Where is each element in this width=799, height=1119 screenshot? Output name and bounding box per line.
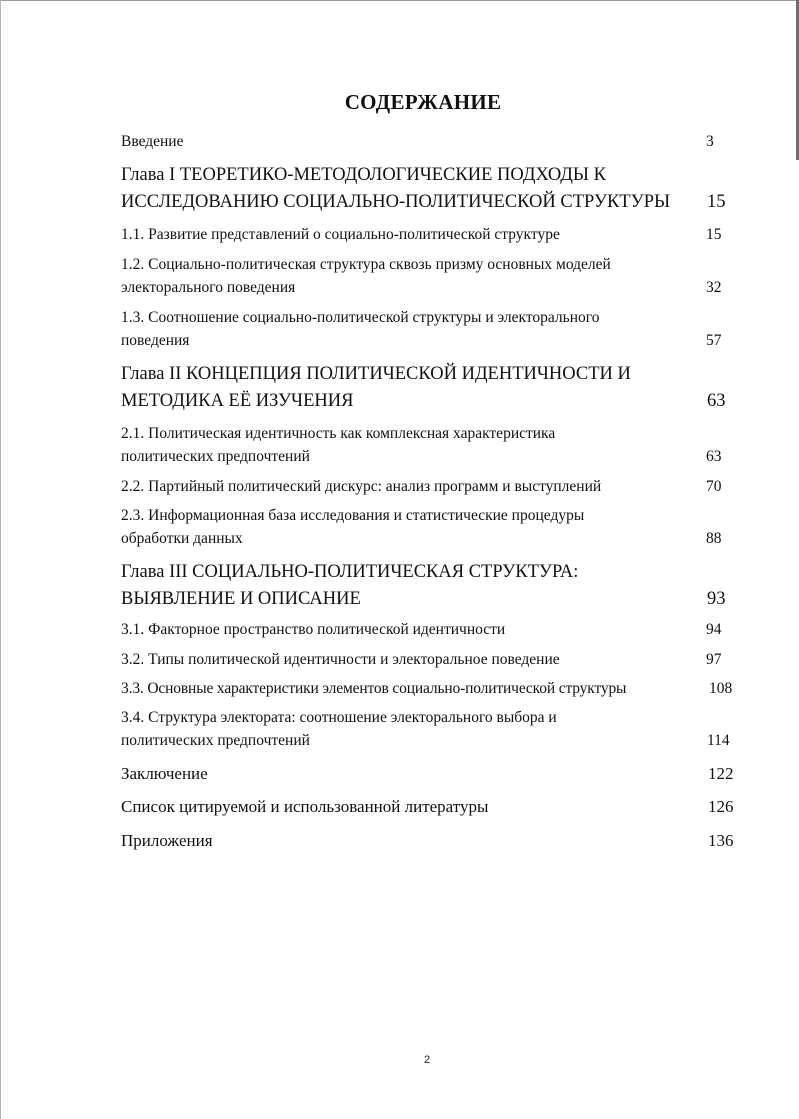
toc-entry-text: 1.3. Соотношение социально-политической структуры и электорального bbox=[121, 309, 600, 326]
toc-entry-text: 3.1. Факторное пространство политической идентичности bbox=[121, 621, 506, 638]
toc-line bbox=[121, 306, 741, 329]
toc-entry-page: 63 bbox=[706, 448, 722, 465]
toc-entry-text: поведения bbox=[121, 332, 190, 349]
toc-entry-text: 3.2. Типы политической идентичности и электоральное поведение bbox=[121, 651, 560, 668]
toc-entry-page: 108 bbox=[709, 680, 733, 697]
toc-line bbox=[121, 729, 741, 752]
toc-entry-introduction bbox=[121, 130, 741, 153]
toc-entry-text: Приложения bbox=[121, 831, 213, 850]
toc-entry-page: 32 bbox=[706, 279, 722, 296]
scan-edge-left bbox=[0, 0, 1, 1119]
toc-line bbox=[121, 762, 741, 786]
toc-entry-section-2-1 bbox=[121, 422, 741, 468]
toc-entry-section-1-3 bbox=[121, 306, 741, 352]
scan-edge-top bbox=[0, 0, 799, 1]
toc-entry-section-3-2 bbox=[121, 648, 741, 671]
toc-entry-page: 126 bbox=[708, 797, 734, 816]
toc-line bbox=[121, 361, 741, 388]
toc-line bbox=[121, 618, 741, 641]
toc-line bbox=[121, 189, 741, 216]
toc-line bbox=[121, 829, 741, 853]
toc-entry-page: 93 bbox=[707, 589, 726, 609]
toc-line bbox=[121, 130, 741, 153]
toc-entry-bibliography bbox=[121, 795, 741, 819]
toc-line bbox=[121, 445, 741, 468]
toc-line bbox=[121, 162, 741, 189]
toc-line bbox=[121, 388, 741, 415]
toc-line bbox=[121, 586, 741, 613]
toc-line bbox=[121, 422, 741, 445]
toc-entry-page: 15 bbox=[707, 192, 726, 212]
toc-entry-text: Список цитируемой и использованной литературы bbox=[121, 797, 489, 816]
toc-entry-section-1-1 bbox=[121, 223, 741, 246]
toc-entry-page: 97 bbox=[706, 651, 722, 668]
toc-entry-page: 15 bbox=[706, 226, 722, 243]
toc-line bbox=[121, 329, 741, 352]
toc-entry-text: электорального поведения bbox=[121, 279, 296, 296]
toc-entry-chapter-3 bbox=[121, 559, 741, 613]
toc-line bbox=[121, 677, 741, 700]
toc-entry-text: Заключение bbox=[121, 764, 208, 783]
toc-entry-text: 1.2. Социально-политическая структура сквозь призму основных моделей bbox=[121, 256, 611, 273]
toc-entry-section-3-4 bbox=[121, 706, 741, 752]
toc-entry-conclusion bbox=[121, 762, 741, 786]
toc-line bbox=[121, 559, 741, 586]
toc-line bbox=[121, 795, 741, 819]
toc-entry-text: Глава I ТЕОРЕТИКО-МЕТОДОЛОГИЧЕСКИЕ ПОДХОДЫ К bbox=[121, 165, 607, 185]
toc-entry-page: 122 bbox=[708, 764, 734, 783]
toc-entry-page: 94 bbox=[706, 621, 722, 638]
toc-entry-page: 57 bbox=[706, 332, 722, 349]
toc-line bbox=[121, 475, 741, 498]
toc-entry-text: обработки данных bbox=[121, 530, 243, 547]
toc-entry-text: ВЫЯВЛЕНИЕ И ОПИСАНИЕ bbox=[121, 589, 361, 609]
toc-entry-page: 114 bbox=[707, 732, 730, 749]
toc-entry-text: 3.4. Структура электората: соотношение электорального выбора и bbox=[121, 709, 557, 726]
toc-entry-text: 2.1. Политическая идентичность как комплексная характеристика bbox=[121, 425, 556, 442]
toc-entry-text: 1.1. Развитие представлений о социально-политической структуре bbox=[121, 226, 560, 243]
toc-entry-text: 3.3. Основные характеристики элементов социально-политической структуры bbox=[121, 680, 627, 697]
toc-entry-page: 3 bbox=[706, 133, 714, 150]
toc-entry-section-2-2 bbox=[121, 475, 741, 498]
toc-line bbox=[121, 253, 741, 276]
toc-entry-text: 2.2. Партийный политический дискурс: анализ программ и выступлений bbox=[121, 478, 602, 495]
toc-entry-chapter-2 bbox=[121, 361, 741, 415]
toc-entry-section-3-3 bbox=[121, 677, 741, 700]
toc-entry-text: политических предпочтений bbox=[121, 732, 310, 749]
toc-line bbox=[121, 527, 741, 550]
toc-entry-text: ИССЛЕДОВАНИЮ СОЦИАЛЬНО-ПОЛИТИЧЕСКОЙ СТРУКТУРЫ bbox=[121, 192, 671, 212]
toc-entry-page: 88 bbox=[706, 530, 722, 547]
page-title: СОДЕРЖАНИЕ bbox=[344, 90, 502, 114]
toc-entry-text: Глава III СОЦИАЛЬНО-ПОЛИТИЧЕСКАЯ СТРУКТУРА: bbox=[121, 562, 579, 582]
toc-entry-section-1-2 bbox=[121, 253, 741, 299]
page-number: 2 bbox=[423, 1054, 431, 1066]
toc-line bbox=[121, 504, 741, 527]
toc-line bbox=[121, 648, 741, 671]
toc-entry-section-2-3 bbox=[121, 504, 741, 550]
toc-entry-appendices bbox=[121, 829, 741, 853]
toc-line bbox=[121, 706, 741, 729]
toc-entry-page: 70 bbox=[706, 478, 722, 495]
toc-line bbox=[121, 223, 741, 246]
toc-line bbox=[121, 276, 741, 299]
toc-entry-text: политических предпочтений bbox=[121, 448, 310, 465]
toc-entry-page: 136 bbox=[708, 831, 734, 850]
toc-entry-text: 2.3. Информационная база исследования и статистические процедуры bbox=[121, 507, 585, 524]
toc-entry-chapter-1 bbox=[121, 162, 741, 216]
toc-entry-text: Введение bbox=[121, 133, 184, 150]
toc-entry-page: 63 bbox=[707, 391, 726, 411]
toc-entry-section-3-1 bbox=[121, 618, 741, 641]
toc-entry-text: МЕТОДИКА ЕЁ ИЗУЧЕНИЯ bbox=[121, 391, 354, 411]
toc-entry-text: Глава II КОНЦЕПЦИЯ ПОЛИТИЧЕСКОЙ ИДЕНТИЧНОСТИ И bbox=[121, 364, 631, 384]
